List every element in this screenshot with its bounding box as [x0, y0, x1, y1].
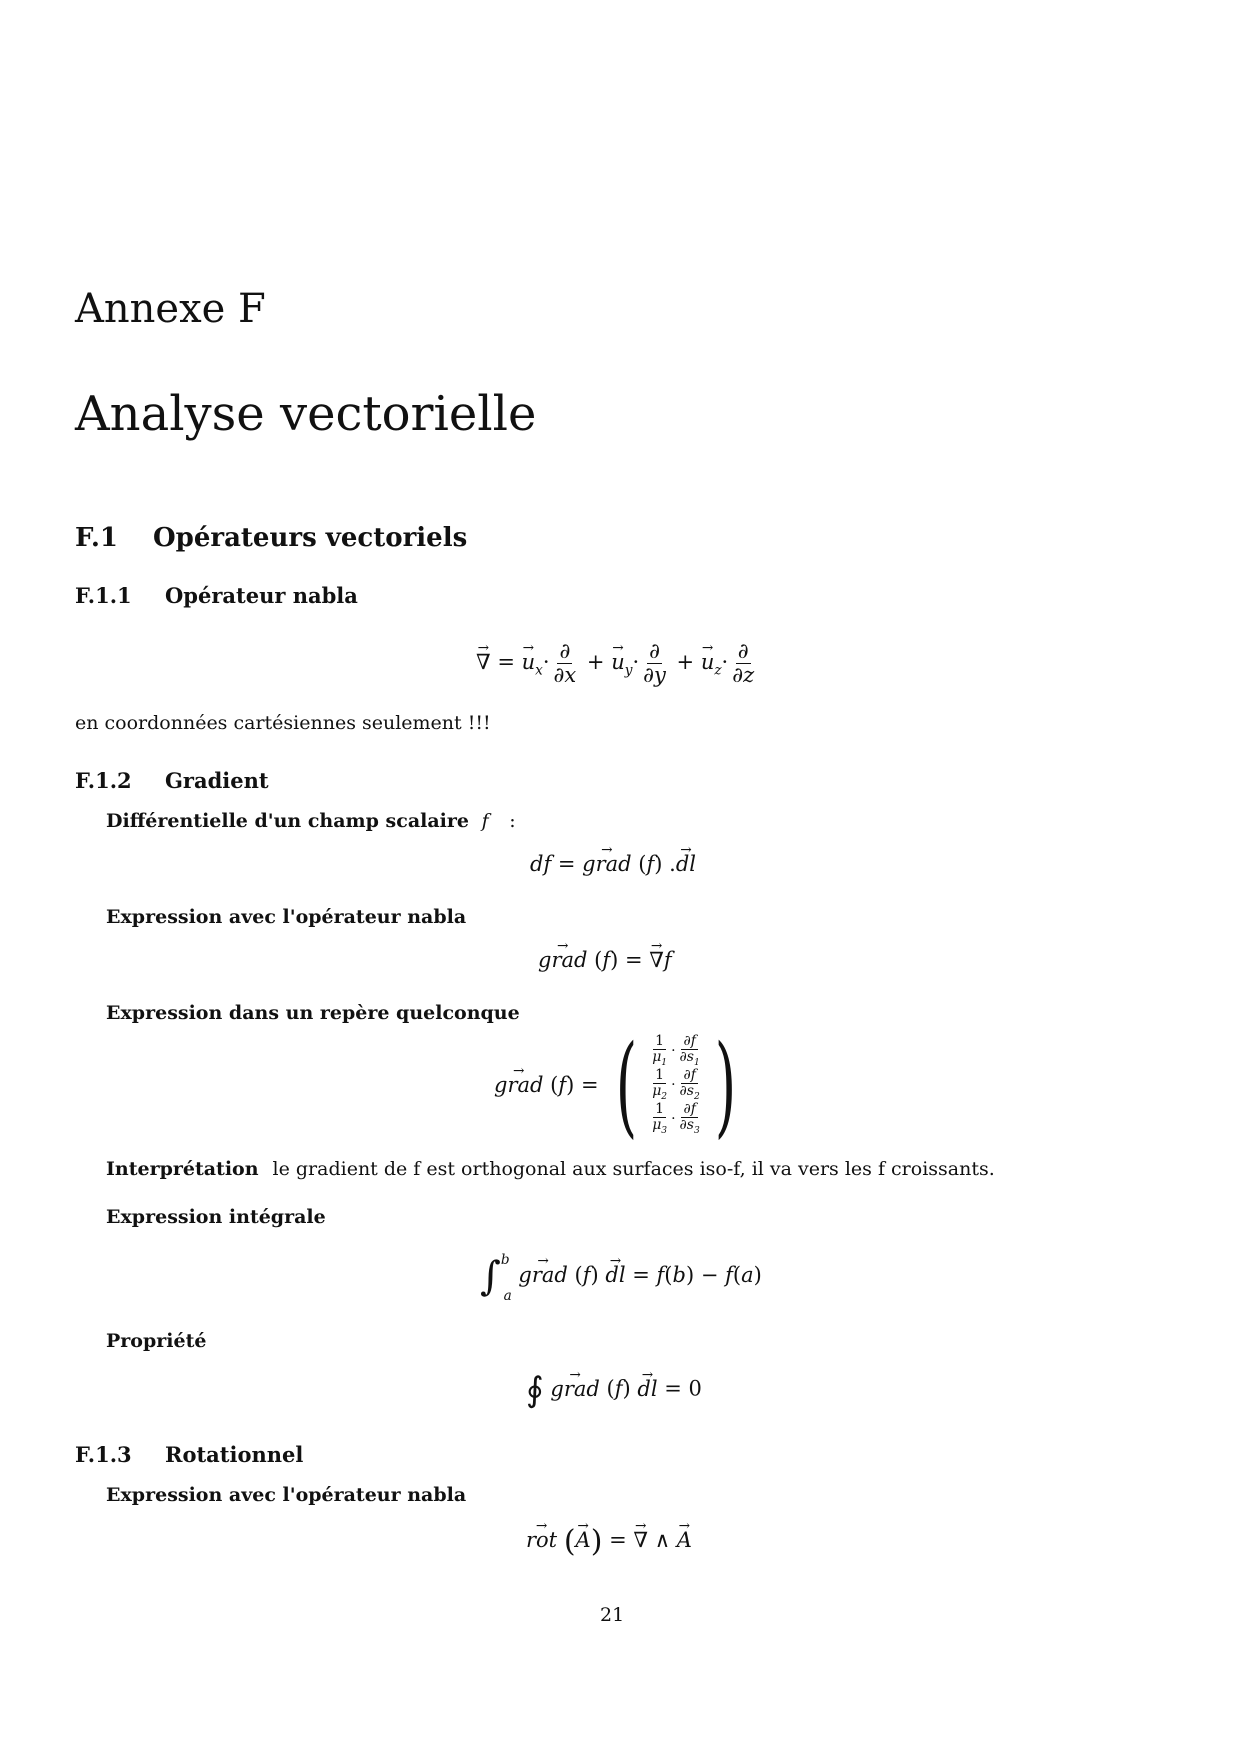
diff-heading: [106, 810, 516, 832]
diff-heading-text: Différentielle d'un champ scalaire: [106, 810, 469, 832]
subsection-number: F.1.1: [75, 583, 132, 608]
interpretation: [106, 1158, 995, 1180]
nabla-equation: ∇ → = $u \to_x\cdot$ $\frac{\partial}{\partial x}$ + $u \to_y\cdot$ $\frac{\partial}{\partial y}$ + $u \to_z\cdot$ $\frac{\partial}{\partial z}$: [476, 640, 758, 687]
property-heading: Propriété: [106, 1330, 207, 1352]
diff-symbol: f: [481, 810, 489, 832]
rot-nabla-heading: Expression avec l'opérateur nabla: [106, 1484, 467, 1506]
rot-equation: rot → (A →) = ∇ → ∧ A →: [526, 1524, 692, 1559]
section-number: F.1: [75, 523, 118, 553]
page-number: 21: [600, 1604, 625, 1626]
property-equation: ∮ grad → (f) dl → = 0: [526, 1370, 702, 1410]
subsection-gradient-heading: [75, 768, 269, 793]
interp-text: le gradient de f est orthogonal aux surfaces iso-f, il va vers les f croissants.: [272, 1158, 995, 1180]
subsection-rot-heading: [75, 1442, 303, 1467]
grad-frame-equation: grad → (f) = ( $\frac{1}{\mu_1}$ · $\frac{\partial f}{\partial s_1}$ $\frac{1}{\mu_2}$ · $\frac{\partial f}{\partial s_2}$ $\frac{1}{\mu_3}$ · $\frac{\partial f}{\partial s_3}$ ): [494, 1030, 747, 1140]
subsection-nabla-heading: [75, 583, 358, 608]
subsection-number: F.1.2: [75, 768, 132, 793]
grad-nabla-equation: grad → (f) = ∇ →f: [538, 948, 672, 972]
diff-colon: :: [509, 810, 516, 832]
subsection-number: F.1.3: [75, 1442, 132, 1467]
subsection-title: Rotationnel: [165, 1442, 304, 1467]
diff-equation: df = grad → (f) .dl →: [530, 852, 696, 876]
section-heading: [75, 523, 467, 553]
nabla-note: en coordonnées cartésiennes seulement !!!: [75, 712, 491, 734]
chapter-title: Analyse vectorielle: [75, 386, 537, 442]
grad-nabla-heading: Expression avec l'opérateur nabla: [106, 906, 467, 928]
integral-heading: Expression intégrale: [106, 1206, 326, 1228]
section-title: Opérateurs vectoriels: [153, 523, 468, 553]
subsection-title: Opérateur nabla: [165, 583, 358, 608]
subsection-title: Gradient: [165, 768, 269, 793]
integral-equation: ∫$^b_a$ grad → (f) dl → = f(b) − f(a): [480, 1252, 762, 1304]
interp-heading: Interprétation: [106, 1158, 259, 1180]
annex-label: Annexe F: [75, 286, 266, 332]
grad-frame-heading: Expression dans un repère quelconque: [106, 1002, 520, 1024]
